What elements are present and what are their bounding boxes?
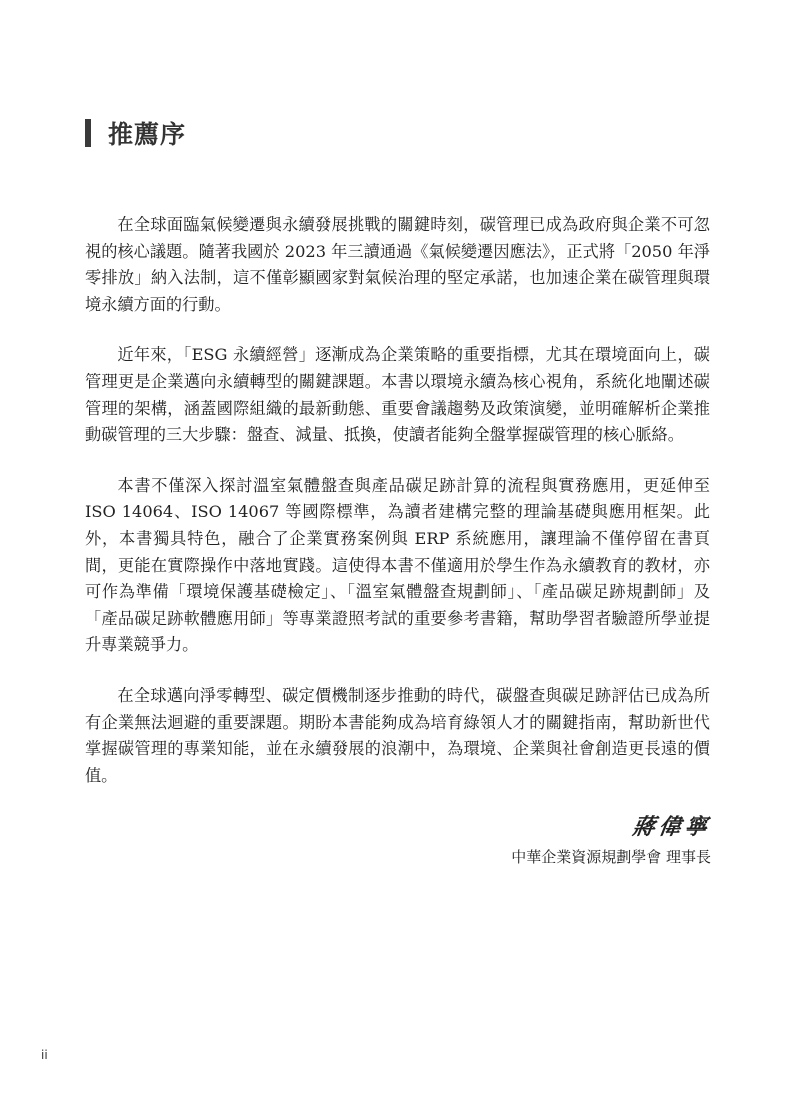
signature: 蔣偉寧	[630, 814, 713, 840]
page-title: 推薦序	[108, 120, 187, 149]
page-number: ii	[41, 1048, 48, 1062]
signatory-title: 中華企業資源規劃學會 理事長	[511, 848, 711, 866]
paragraph-3: 本書不僅深入探討溫室氣體盤查與產品碳足跡計算的流程與實務應用，更延伸至 ISO 14064、ISO 14067 等國際標準，為讀者建構完整的理論基礎與應用框架。此外，本書獨具特色，融合了企業實務案例與 ERP 系統應用，讓理論不僅停留在書頁間，更能在實際操作中落地實踐。這使得本書不僅適用於學生作為永續教育的教材，亦可作為準備「環境保護基礎檢定」、「溫室氣體盤查規劃師」、「產品碳足跡規劃師」及「產品碳足跡軟體應用師」等專業證照考試的重要參考書籍，幫助學習者驗證所學並提升專業競爭力。	[85, 475, 710, 655]
paragraph-2: 近年來，「ESG 永續經營」逐漸成為企業策略的重要指標，尤其在環境面向上，碳管理更是企業邁向永續轉型的關鍵課題。本書以環境永續為核心視角，系統化地闡述碳管理的架構，涵蓋國際組織的最新動態、重要會議趨勢及政策演變，並明確解析企業推動碳管理的三大步驟：盤查、減量、抵換，使讀者能夠全盤掌握碳管理的核心脈絡。	[85, 345, 710, 445]
paragraph-4: 在全球邁向淨零轉型、碳定價機制逐步推動的時代，碳盤查與碳足跡評估已成為所有企業無法迴避的重要課題。期盼本書能夠成為培育綠領人才的關鍵指南，幫助新世代掌握碳管理的專業知能，並在永續發展的浪潮中，為環境、企業與社會創造更長遠的價值。	[85, 685, 710, 785]
paragraph-1: 在全球面臨氣候變遷與永續發展挑戰的關鍵時刻，碳管理已成為政府與企業不可忽視的核心議題。隨著我國於 2023 年三讀通過《氣候變遷因應法》，正式將「2050 年淨零排放」納入法制，這不僅彰顯國家對氣候治理的堅定承諾，也加速企業在碳管理與環境永續方面的行動。	[85, 215, 710, 314]
foreword-body	[85, 212, 710, 813]
section-heading	[85, 118, 186, 148]
heading-accent-bar	[85, 119, 91, 147]
